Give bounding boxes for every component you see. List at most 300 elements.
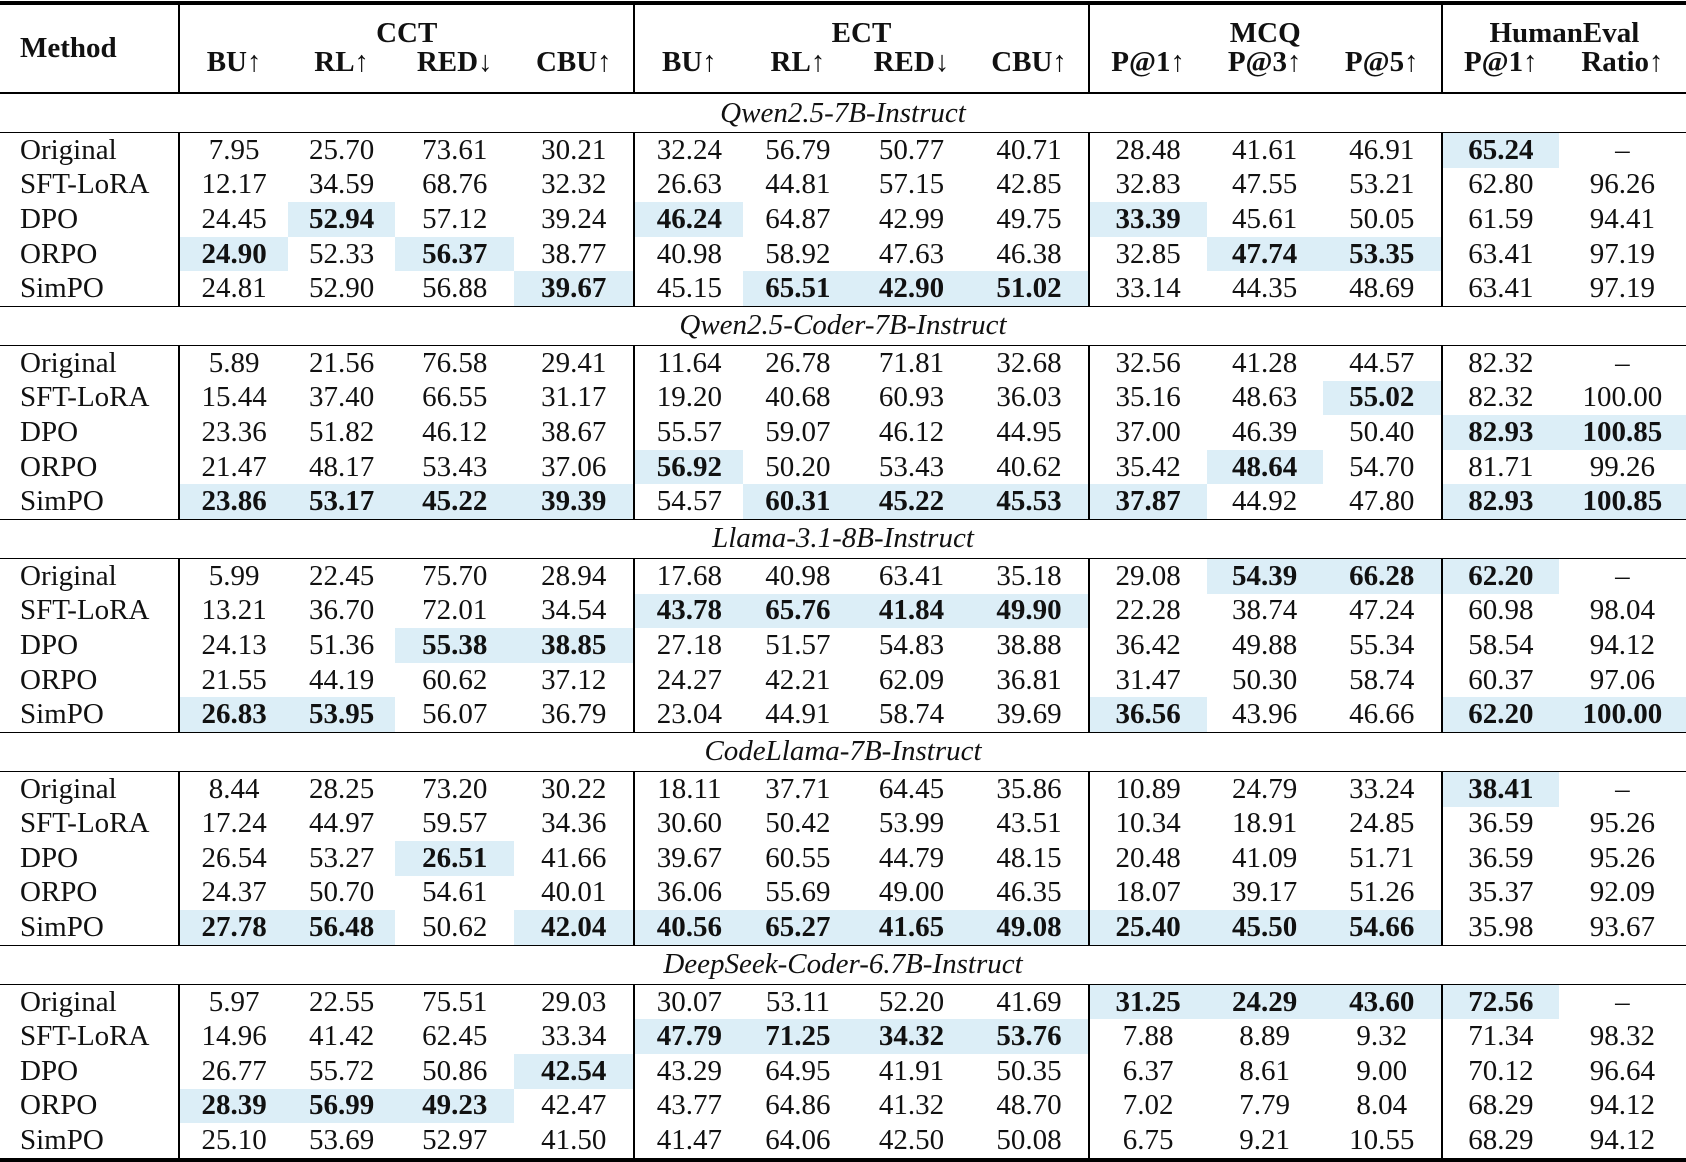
best-value-cell: 65.76 <box>743 594 852 629</box>
column-header: RED↓ <box>852 48 970 93</box>
value-cell: 7.79 <box>1239 1089 1291 1122</box>
results-table <box>0 1 1686 1162</box>
value-cell: 75.51 <box>422 985 488 1018</box>
value-cell: 18.11 <box>657 772 722 805</box>
value-cell: 50.62 <box>422 911 488 944</box>
value-cell: 22.28 <box>1115 594 1181 627</box>
table-row <box>0 1054 1686 1089</box>
value-cell: 60.98 <box>1468 594 1534 627</box>
value-cell: 29.41 <box>514 345 634 380</box>
best-value-cell: 41.65 <box>852 910 970 945</box>
value-cell: 32.85 <box>1115 237 1181 270</box>
value-cell: 50.42 <box>765 807 831 840</box>
best-value-cell: 53.76 <box>971 1019 1089 1054</box>
best-value-cell: 37.87 <box>1089 484 1207 519</box>
value-cell: 43.29 <box>656 1054 722 1087</box>
table-row <box>0 697 1686 732</box>
value-cell: 45.61 <box>1232 202 1298 235</box>
group-header-ect: ECT <box>634 3 1088 48</box>
value-cell: 7.95 <box>208 133 260 166</box>
best-value-cell: 100.85 <box>1559 415 1686 450</box>
value-cell: 58.54 <box>1468 628 1534 661</box>
value-cell: 94.12 <box>1589 628 1656 661</box>
value-cell: 36.81 <box>971 663 1089 698</box>
column-header: CBU↑ <box>514 48 634 93</box>
value-cell: 58.92 <box>765 237 831 270</box>
value-cell: 32.68 <box>971 345 1089 380</box>
value-cell: 64.06 <box>743 1123 852 1160</box>
value-cell: 72.01 <box>422 594 488 627</box>
value-cell: 52.97 <box>395 1123 514 1160</box>
method-cell: ORPO <box>0 1089 179 1124</box>
value-cell: 5.97 <box>208 985 260 1018</box>
value-cell: 95.26 <box>1589 841 1656 874</box>
value-cell: 51.71 <box>1323 841 1442 876</box>
method-cell: DPO <box>0 841 179 876</box>
value-cell: 24.79 <box>1232 772 1298 805</box>
best-value-cell: 45.50 <box>1207 910 1323 945</box>
table-row <box>0 910 1686 945</box>
method-cell: Original <box>0 133 179 168</box>
value-cell: 26.77 <box>201 1054 267 1087</box>
value-cell: 7.02 <box>1122 1089 1174 1122</box>
table-row <box>0 876 1686 911</box>
value-cell: 50.20 <box>765 450 831 483</box>
value-cell: 25.10 <box>179 1123 288 1160</box>
value-cell: 99.26 <box>1589 450 1656 483</box>
best-value-cell: 40.56 <box>634 910 743 945</box>
best-value-cell: 42.04 <box>514 910 634 945</box>
value-cell: 81.71 <box>1468 450 1534 483</box>
value-cell: 28.48 <box>1115 133 1181 166</box>
value-cell: 26.54 <box>201 841 267 874</box>
value-cell: 41.09 <box>1232 841 1298 874</box>
value-cell: 44.35 <box>1232 272 1298 305</box>
value-cell: 63.41 <box>1468 237 1534 270</box>
value-cell: 64.95 <box>765 1054 831 1087</box>
best-value-cell: 26.51 <box>395 841 514 876</box>
value-cell: 24.27 <box>656 663 722 696</box>
best-value-cell: 56.99 <box>288 1089 395 1124</box>
column-header: BU↑ <box>634 48 743 93</box>
value-cell: 14.96 <box>201 1020 267 1053</box>
value-cell: 49.88 <box>1232 628 1298 661</box>
value-cell: 55.69 <box>765 876 831 909</box>
value-cell: 98.32 <box>1589 1020 1656 1053</box>
value-cell: 53.99 <box>878 807 945 840</box>
value-cell: 68.29 <box>1442 1123 1559 1160</box>
best-value-cell: 27.78 <box>179 910 288 945</box>
value-cell: 32.56 <box>1115 346 1181 379</box>
value-cell: 97.19 <box>1589 237 1656 270</box>
value-cell: 46.39 <box>1232 415 1298 448</box>
value-cell: 30.21 <box>514 133 634 168</box>
column-header: Ratio↑ <box>1559 48 1686 93</box>
best-value-cell: 39.67 <box>514 271 634 306</box>
value-cell: 71.81 <box>878 346 945 379</box>
best-value-cell: 53.35 <box>1323 237 1442 272</box>
best-value-cell: 26.83 <box>179 697 288 732</box>
best-value-cell: 71.25 <box>743 1019 852 1054</box>
value-cell: 34.36 <box>514 807 634 842</box>
value-cell: 94.12 <box>1589 1089 1656 1122</box>
value-cell: 39.17 <box>1232 876 1298 909</box>
best-value-cell: 46.24 <box>634 202 743 237</box>
value-cell: 37.00 <box>1115 415 1181 448</box>
value-cell: 8.89 <box>1239 1020 1291 1053</box>
best-value-cell: 65.27 <box>743 910 852 945</box>
value-cell: 58.74 <box>1323 663 1442 698</box>
value-cell: 63.41 <box>878 559 945 592</box>
value-cell: 53.43 <box>422 450 488 483</box>
value-cell: 46.38 <box>971 237 1089 272</box>
value-cell: 8.44 <box>208 772 260 805</box>
value-cell: 54.83 <box>878 628 945 661</box>
value-cell: 32.83 <box>1115 168 1181 201</box>
value-cell: 48.15 <box>971 841 1089 876</box>
method-header: Method <box>0 3 179 93</box>
value-cell: 100.00 <box>1582 381 1663 414</box>
value-cell: – <box>1615 559 1630 592</box>
value-cell: 27.18 <box>656 628 722 661</box>
model-name: CodeLlama-7B-Instruct <box>0 732 1686 771</box>
value-cell: 41.61 <box>1232 133 1298 166</box>
value-cell: 50.86 <box>422 1054 488 1087</box>
value-cell: 46.35 <box>971 876 1089 911</box>
method-cell: Original <box>0 984 179 1019</box>
value-cell: 38.67 <box>514 415 634 450</box>
value-cell: 39.67 <box>656 841 722 874</box>
value-cell: 36.03 <box>971 381 1089 416</box>
best-value-cell: 54.66 <box>1323 910 1442 945</box>
best-value-cell: 56.92 <box>634 450 743 485</box>
table-row <box>0 345 1686 380</box>
value-cell: 10.89 <box>1115 772 1181 805</box>
best-value-cell: 49.23 <box>395 1089 514 1124</box>
best-value-cell: 56.48 <box>288 910 395 945</box>
value-cell: 53.69 <box>288 1123 395 1160</box>
method-cell: SimPO <box>0 484 179 519</box>
value-cell: 48.70 <box>971 1089 1089 1124</box>
value-cell: 97.19 <box>1589 272 1656 305</box>
table-row <box>0 168 1686 203</box>
column-header: P@3↑ <box>1207 48 1323 93</box>
value-cell: 36.59 <box>1468 841 1534 874</box>
value-cell: 35.16 <box>1115 381 1181 414</box>
value-cell: 44.92 <box>1232 485 1298 518</box>
table-row <box>0 1089 1686 1124</box>
value-cell: 46.12 <box>878 415 945 448</box>
best-value-cell: 49.90 <box>971 594 1089 629</box>
best-value-cell: 51.02 <box>971 271 1089 306</box>
table-row <box>0 1019 1686 1054</box>
value-cell: 35.98 <box>1468 911 1534 944</box>
value-cell: 59.07 <box>765 415 831 448</box>
value-cell: 51.36 <box>309 628 375 661</box>
value-cell: 20.48 <box>1115 841 1181 874</box>
model-section-header <box>0 732 1686 771</box>
value-cell: 24.13 <box>201 628 267 661</box>
value-cell: 21.55 <box>201 663 267 696</box>
method-cell: Original <box>0 771 179 806</box>
method-cell: SFT-LoRA <box>0 807 179 842</box>
table-row <box>0 594 1686 629</box>
best-value-cell: 39.39 <box>514 484 634 519</box>
best-value-cell: 72.56 <box>1442 984 1559 1019</box>
value-cell: 35.42 <box>1115 450 1181 483</box>
value-cell: 76.58 <box>422 346 488 379</box>
value-cell: 41.28 <box>1232 346 1298 379</box>
table-row <box>0 484 1686 519</box>
value-cell: 13.21 <box>201 594 267 627</box>
value-cell: 24.81 <box>201 272 267 305</box>
value-cell: 39.24 <box>514 202 634 237</box>
value-cell: 44.19 <box>309 663 375 696</box>
value-cell: 41.47 <box>634 1123 743 1160</box>
best-value-cell: 56.37 <box>395 237 514 272</box>
value-cell: 5.89 <box>208 346 260 379</box>
value-cell: 56.88 <box>422 272 488 305</box>
value-cell: 63.41 <box>1468 272 1534 305</box>
value-cell: 58.74 <box>878 698 945 731</box>
value-cell: 64.86 <box>765 1089 831 1122</box>
value-cell: 49.75 <box>971 202 1089 237</box>
value-cell: 54.61 <box>422 876 488 909</box>
best-value-cell: 100.85 <box>1559 484 1686 519</box>
value-cell: 30.22 <box>514 771 634 806</box>
model-name: Qwen2.5-Coder-7B-Instruct <box>0 306 1686 345</box>
best-value-cell: 42.90 <box>852 271 970 306</box>
value-cell: 60.37 <box>1468 663 1534 696</box>
value-cell: 28.94 <box>514 558 634 593</box>
value-cell: 32.24 <box>656 133 722 166</box>
model-section-header <box>0 93 1686 133</box>
method-cell: SimPO <box>0 271 179 306</box>
value-cell: 68.29 <box>1468 1089 1534 1122</box>
value-cell: 53.43 <box>878 450 945 483</box>
best-value-cell: 52.94 <box>288 202 395 237</box>
value-cell: 66.55 <box>422 381 488 414</box>
best-value-cell: 53.17 <box>288 484 395 519</box>
value-cell: 23.36 <box>201 415 267 448</box>
group-header-humaneval: HumanEval <box>1442 3 1686 48</box>
best-value-cell: 49.08 <box>971 910 1089 945</box>
table-row <box>0 381 1686 416</box>
value-cell: 47.55 <box>1232 168 1298 201</box>
value-cell: 40.98 <box>765 559 831 592</box>
value-cell: 94.41 <box>1589 202 1656 235</box>
value-cell: 54.57 <box>656 485 722 518</box>
value-cell: 52.33 <box>309 237 375 270</box>
best-value-cell: 43.78 <box>634 594 743 629</box>
value-cell: 42.21 <box>765 663 831 696</box>
value-cell: 9.21 <box>1207 1123 1323 1160</box>
method-cell: SimPO <box>0 697 179 732</box>
model-name: DeepSeek-Coder-6.7B-Instruct <box>0 945 1686 984</box>
value-cell: 47.80 <box>1323 484 1442 519</box>
value-cell: 96.26 <box>1589 168 1656 201</box>
value-cell: 75.70 <box>422 559 488 592</box>
value-cell: 46.12 <box>422 415 488 448</box>
value-cell: 38.77 <box>514 237 634 272</box>
table-header <box>0 3 1686 93</box>
best-value-cell: 28.39 <box>179 1089 288 1124</box>
value-cell: 37.71 <box>765 772 831 805</box>
best-value-cell: 55.38 <box>395 628 514 663</box>
best-value-cell: 53.95 <box>288 697 395 732</box>
model-section-header <box>0 306 1686 345</box>
value-cell: 33.24 <box>1323 771 1442 806</box>
value-cell: 17.68 <box>656 559 722 592</box>
method-cell: DPO <box>0 1054 179 1089</box>
value-cell: 35.86 <box>971 771 1089 806</box>
best-value-cell: 54.39 <box>1207 558 1323 593</box>
value-cell: 24.45 <box>201 202 267 235</box>
value-cell: 82.32 <box>1468 381 1534 414</box>
value-cell: 8.61 <box>1239 1054 1291 1087</box>
model-section-header <box>0 519 1686 558</box>
best-value-cell: 33.39 <box>1089 202 1207 237</box>
value-cell: 43.96 <box>1232 698 1298 731</box>
value-cell: 62.09 <box>878 663 945 696</box>
value-cell: 41.69 <box>971 984 1089 1019</box>
method-cell: Original <box>0 558 179 593</box>
table-row <box>0 558 1686 593</box>
best-value-cell: 100.00 <box>1559 697 1686 732</box>
value-cell: 82.32 <box>1468 346 1534 379</box>
value-cell: 11.64 <box>657 346 722 379</box>
value-cell: 51.26 <box>1323 876 1442 911</box>
value-cell: 15.44 <box>201 381 267 414</box>
value-cell: 46.66 <box>1323 697 1442 732</box>
value-cell: 53.27 <box>309 841 375 874</box>
value-cell: 21.47 <box>201 450 267 483</box>
method-cell: SFT-LoRA <box>0 168 179 203</box>
value-cell: 36.79 <box>514 697 634 732</box>
value-cell: 17.24 <box>201 807 267 840</box>
value-cell: 53.11 <box>765 985 831 1018</box>
value-cell: 36.59 <box>1468 807 1534 840</box>
value-cell: 60.55 <box>765 841 831 874</box>
value-cell: 64.45 <box>878 772 945 805</box>
value-cell: 26.63 <box>656 168 722 201</box>
value-cell: 40.68 <box>765 381 831 414</box>
value-cell: 22.45 <box>309 559 375 592</box>
value-cell: 25.70 <box>309 133 375 166</box>
value-cell: 62.45 <box>422 1020 488 1053</box>
value-cell: 32.32 <box>514 168 634 203</box>
value-cell: 41.42 <box>309 1020 375 1053</box>
value-cell: 39.69 <box>971 697 1089 732</box>
value-cell: 41.66 <box>514 841 634 876</box>
value-cell: – <box>1615 985 1630 1018</box>
best-value-cell: 62.20 <box>1442 697 1559 732</box>
best-value-cell: 38.85 <box>514 628 634 663</box>
value-cell: 40.01 <box>514 876 634 911</box>
table-row <box>0 771 1686 806</box>
value-cell: 44.81 <box>765 168 831 201</box>
value-cell: 92.09 <box>1589 876 1656 909</box>
table-body <box>0 93 1686 1160</box>
value-cell: – <box>1615 346 1630 379</box>
best-value-cell: 45.22 <box>395 484 514 519</box>
value-cell: 31.17 <box>514 381 634 416</box>
value-cell: 35.18 <box>971 558 1089 593</box>
value-cell: 62.80 <box>1468 168 1534 201</box>
best-value-cell: 34.32 <box>852 1019 970 1054</box>
best-value-cell: 45.22 <box>852 484 970 519</box>
value-cell: 34.59 <box>309 168 375 201</box>
value-cell: 52.90 <box>309 272 375 305</box>
best-value-cell: 82.93 <box>1442 484 1559 519</box>
value-cell: 50.30 <box>1232 663 1298 696</box>
value-cell: 56.07 <box>422 698 488 731</box>
value-cell: 97.06 <box>1589 663 1656 696</box>
table-row <box>0 628 1686 663</box>
value-cell: 30.07 <box>656 985 722 1018</box>
table-row <box>0 237 1686 272</box>
method-cell: ORPO <box>0 450 179 485</box>
value-cell: 35.37 <box>1468 876 1534 909</box>
value-cell: – <box>1615 772 1630 805</box>
method-cell: SimPO <box>0 1123 179 1160</box>
table-row <box>0 415 1686 450</box>
value-cell: 49.00 <box>878 876 945 909</box>
column-header: P@1↑ <box>1089 48 1207 93</box>
value-cell: 68.76 <box>422 168 488 201</box>
value-cell: 42.99 <box>878 202 945 235</box>
best-value-cell: 41.84 <box>852 594 970 629</box>
value-cell: 55.34 <box>1323 628 1442 663</box>
column-header: RL↑ <box>288 48 395 93</box>
table-row <box>0 984 1686 1019</box>
value-cell: 42.85 <box>971 168 1089 203</box>
value-cell: 42.50 <box>852 1123 970 1160</box>
best-value-cell: 60.31 <box>743 484 852 519</box>
value-cell: 51.57 <box>765 628 831 661</box>
value-cell: 46.91 <box>1323 133 1442 168</box>
value-cell: 98.04 <box>1589 594 1656 627</box>
method-cell: ORPO <box>0 237 179 272</box>
table-row <box>0 271 1686 306</box>
method-cell: Original <box>0 345 179 380</box>
value-cell: 24.85 <box>1323 807 1442 842</box>
value-cell: 47.24 <box>1323 594 1442 629</box>
best-value-cell: 62.20 <box>1442 558 1559 593</box>
value-cell: 38.88 <box>971 628 1089 663</box>
best-value-cell: 82.93 <box>1442 415 1559 450</box>
method-cell: ORPO <box>0 876 179 911</box>
value-cell: 6.75 <box>1089 1123 1207 1160</box>
value-cell: – <box>1615 133 1630 166</box>
value-cell: 53.21 <box>1323 168 1442 203</box>
value-cell: 50.70 <box>309 876 375 909</box>
value-cell: 50.40 <box>1323 415 1442 450</box>
value-cell: 43.51 <box>971 807 1089 842</box>
method-cell: DPO <box>0 415 179 450</box>
best-value-cell: 65.51 <box>743 271 852 306</box>
best-value-cell: 24.90 <box>179 237 288 272</box>
group-header-cct: CCT <box>179 3 634 48</box>
value-cell: 40.71 <box>971 133 1089 168</box>
value-cell: 37.12 <box>514 663 634 698</box>
value-cell: 94.12 <box>1559 1123 1686 1160</box>
method-cell: SFT-LoRA <box>0 1019 179 1054</box>
value-cell: 7.88 <box>1122 1020 1174 1053</box>
value-cell: 56.79 <box>765 133 831 166</box>
value-cell: 50.77 <box>878 133 945 166</box>
table-row <box>0 807 1686 842</box>
